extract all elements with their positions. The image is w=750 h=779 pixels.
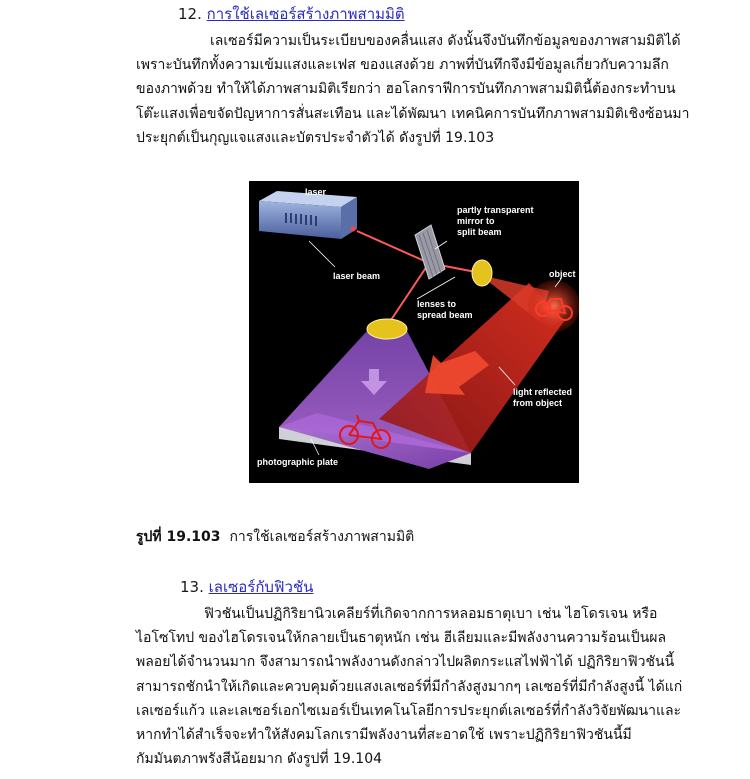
section-12-heading <box>178 4 405 24</box>
label-object: object <box>549 269 576 279</box>
section-12-number: 12. <box>178 5 202 23</box>
label-mirror-line-3: split beam <box>457 227 502 237</box>
section-13-heading <box>180 577 313 597</box>
holography-diagram <box>249 181 579 483</box>
label-photographic-plate: photographic plate <box>257 457 338 467</box>
paragraph-line: หากทำได้สำเร็จจะทำให้สังคมโลกเรามีพลังงานที่สะอาดใช้ เพราะปฏิกิริยาฟิวชันนี้มี <box>136 727 632 744</box>
lens-left <box>367 319 407 339</box>
section-12-title[interactable]: การใช้เลเซอร์สร้างภาพสามมิติ <box>206 5 405 23</box>
label-lenses-line-2: spread beam <box>417 310 473 320</box>
label-mirror-line-1: partly transparent <box>457 205 534 215</box>
section-13-number: 13. <box>180 578 204 596</box>
paragraph-line: สามารถชักนำให้เกิดและควบคุมด้วยแสงเลเซอร์ที่มีกำลังสูงมากๆ เลเซอร์ที่มีกำลังสูงนี้ ได้แก่ <box>136 678 683 695</box>
section-12-paragraph <box>136 29 690 150</box>
laser-aperture <box>351 227 356 232</box>
section-13-paragraph <box>136 602 682 771</box>
paragraph-line: เพราะบันทึกทั้งความเข้มแสงและเฟส ของแสงด้วย ภาพที่บันทึกจึงมีข้อมูลเกี่ยวกับความลึก <box>136 57 669 74</box>
paragraph-line: เลเซอร์มีความเป็นระเบียบของคลื่นแสง ดังนั้นจึงบันทึกข้อมูลของภาพสามมิติได้ <box>210 33 681 49</box>
caption-text: การใช้เลเซอร์สร้างภาพสามมิติ <box>229 529 415 545</box>
paragraph-line: เลเซอร์แก้ว และเลเซอร์เอกไซเมอร์เป็นเทคโนโลยีการประยุกต์เลเซอร์ที่กำลังวิจัยพัฒนาและ <box>136 702 682 719</box>
paragraph-line: พลอยได้จำนวนมาก จึงสามารถนำพลังงานดังกล่าวไปผลิตกระแสไฟฟ้าได้ ปฏิกิริยาฟิวชันนี้ <box>136 654 675 671</box>
label-light-reflected-line-1: light reflected <box>513 387 573 397</box>
lens-right <box>472 260 492 286</box>
figure-caption <box>136 527 414 547</box>
paragraph-line: ของภาพด้วย ทำให้ได้ภาพสามมิติเรียกว่า ฮอโลกราฟีการบันทึกภาพสามมิตินี้ต้องกระทำบน <box>136 81 676 98</box>
label-mirror-line-2: mirror to <box>457 216 495 226</box>
label-light-reflected-line-2: from object <box>513 398 563 408</box>
paragraph-line: ประยุกต์เป็นกุญแจแสงและบัตรประจำตัวได้ ดังรูปที่ 19.103 <box>136 129 495 146</box>
paragraph-line: กัมมันตภาพรังสีน้อยมาก ดังรูปที่ 19.104 <box>136 751 383 768</box>
section-13-title[interactable]: เลเซอร์กับฟิวชัน <box>208 578 314 596</box>
label-laser: laser <box>305 187 327 197</box>
caption-label: รูปที่ 19.103 <box>136 529 221 545</box>
holography-figure <box>249 181 579 483</box>
paragraph-line: โต๊ะแสงเพื่อขจัดปัญหาการสั่นสะเทือน และได้พัฒนา เทคนิคการบันทึกภาพสามมิติเชิงซ้อนมา <box>136 105 690 122</box>
paragraph-line: ไอโซโทป ของไฮโดรเจนให้กลายเป็นธาตุหนัก เช่น ฮีเลียมและมีพลังงานความร้อนเป็นผล <box>136 630 667 647</box>
paragraph-line: ฟิวชันเป็นปฏิกิริยานิวเคลียร์ที่เกิดจากการหลอมธาตุเบา เช่น ไฮโดรเจน หรือ <box>204 606 658 622</box>
label-lenses-line-1: lenses to <box>417 299 457 309</box>
label-laser-beam: laser beam <box>333 271 381 281</box>
